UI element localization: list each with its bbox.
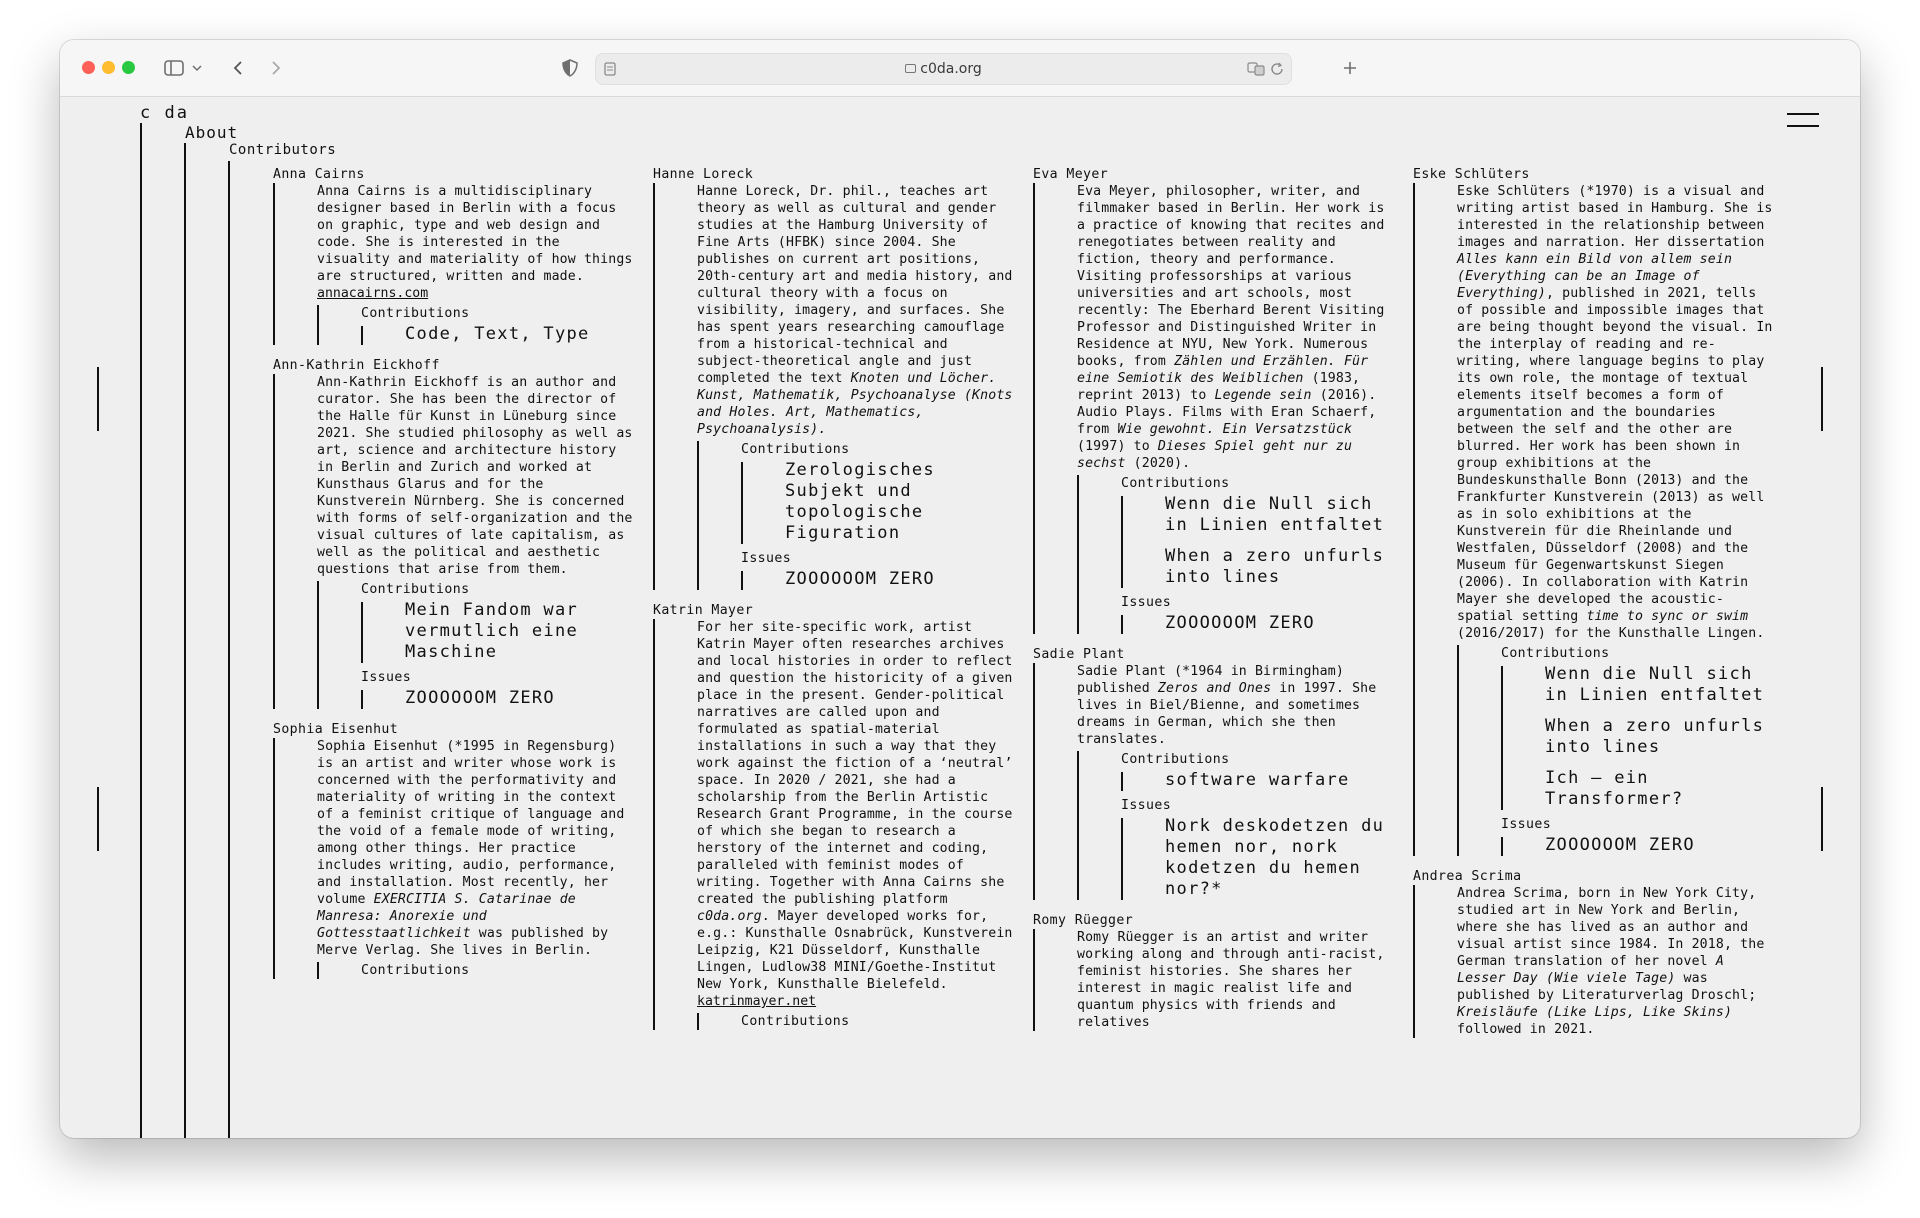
tree-line-contributors (228, 161, 230, 1138)
page-content (60, 97, 1860, 1138)
contributors-column-4 (1413, 166, 1778, 1046)
contribution-link[interactable]: Mein Fandom war vermutlich eine Maschine (405, 600, 579, 662)
zoom-window-button[interactable] (122, 61, 135, 74)
about-heading[interactable]: About (185, 123, 239, 142)
contributor-bio: Sophia Eisenhut (*1995 in Regensburg) is an artist and writer whose work is concerned with the performativity and materiality of writing in the context of a feminist critique of language and the void of a female mode of writing, among other things. Her practice includes writing, audio, performance, and installation. Most recently, her volume EXERCITIA S. Catarinae de Manresa: Anorexie und Gottesstaatlichkeit was published by Merve Verlag. She lives in Berlin. (317, 739, 625, 958)
contributions-label: Contributions (1121, 476, 1230, 491)
contributions-label: Contributions (361, 963, 470, 978)
issues-label: Issues (1501, 817, 1552, 832)
new-tab-plus-icon[interactable] (1340, 56, 1360, 80)
contributor-bio: Eva Meyer, philosopher, writer, and filmmaker based in Berlin. Her work is a practice of knowing that recites and renegotiates between reality and fiction, theory and performance. Visiting professorships at various universities and art schools, most recently: The Eberhard Berent Visiting Professor and Distinguished Writer in Residence at NYU, New York. Numerous books, from Zählen und Erzählen. Für eine Semiotik des Weiblichen (1983, reprint 2013) to Legende sein (2016). Audio Plays. Films with Eran Schaerf, from Wie gewohnt. Ein Versatzstück (1997) to Dieses Spiel geht nur zu sechst (2020). (1077, 184, 1385, 471)
contributions-label: Contributions (741, 442, 850, 457)
issue-link[interactable]: ZOOOOOOM ZERO (785, 569, 935, 589)
scroll-marker-right (1821, 367, 1823, 431)
scroll-marker-left-lower (97, 787, 99, 851)
contribution-link[interactable]: When a zero unfurls into lines (1545, 716, 1765, 757)
close-window-button[interactable] (82, 61, 95, 74)
contributor-name[interactable]: Eva Meyer (1033, 167, 1109, 182)
minimize-window-button[interactable] (102, 61, 115, 74)
issue-link[interactable]: ZOOOOOOM ZERO (1165, 613, 1315, 633)
contributions-label: Contributions (361, 306, 470, 321)
contributor-bio: Hanne Loreck, Dr. phil., teaches art theory as well as cultural and gender studies at the Hamburg University of Fine Arts (HFBK) since 2004. She publishes on current art positions, 20th-century art and media history, and cultural theory with a focus on visibility, imagery, and surfaces. She has spent years researching camouflage from a historical-technical and subject-theoretical angle and just completed the text Knoten und Löcher. Kunst, Mathematik, Psychoanalyse (Knots and Holes. Art, Mathematics, Psychoanalysis). (697, 184, 1013, 437)
contributors-column-2 (653, 166, 1013, 1038)
hamburger-menu-icon[interactable] (1787, 113, 1819, 131)
browser-toolbar (60, 40, 1860, 97)
contributor-eva-meyer (1033, 166, 1393, 634)
contributor-bio: Andrea Scrima, born in New York City, studied art in New York and Berlin, where she has lived as an author and visual artist since 1984. In 2018, the German translation of her novel A Lesser Day (Wie viele Tage) was published by Literaturverlag Droschl; Kreisläufe (Like Lips, Like Skins) followed in 2021. (1457, 886, 1765, 1037)
contributions-label: Contributions (1121, 752, 1230, 767)
contribution-link[interactable]: Ich – ein Transformer? (1545, 768, 1684, 809)
url-text: c0da.org (920, 61, 982, 77)
contributor-bio: Eske Schlüters (*1970) is a visual and writing artist based in Hamburg. She is interested in the relationship between images and narration. Her dissertation Alles kann ein Bild von allem sein (Everything can be an Image of Everything), published in 2021, tells of possible and impossible images that are being thought beyond the visual. In the interplay of reading and re-writing, where language begins to play its own role, the montage of textual elements itself becomes a form of argumentation and the boundaries between the self and the other are blurred. Her work has been shown in group exhibitions at the Bundeskunsthalle Bonn (2013) and the Frankfurter Kunstverein (2013) as well as in solo exhibitions at the Kunstverein für die Rheinlande und Westfalen, Düsseldorf (2008) and the Museum für Gegenwartskunst Siegen (2006). In collaboration with Katrin Mayer she developed the acoustic-spatial setting time to sync or swim (2016/2017) for the Kunsthalle Lingen. (1457, 184, 1773, 641)
translate-icon[interactable] (1246, 57, 1266, 81)
contribution-link[interactable]: Wenn die Null sich in Linien entfaltet (1165, 494, 1385, 535)
contributor-website-link[interactable]: annacairns.com (317, 286, 429, 301)
contributor-name[interactable]: Katrin Mayer (653, 603, 754, 618)
issues-label: Issues (1121, 798, 1172, 813)
back-arrow-icon[interactable] (228, 56, 248, 80)
contribution-link[interactable]: Code, Text, Type (405, 324, 590, 344)
forward-arrow-icon[interactable] (266, 56, 286, 80)
contributions-label: Contributions (741, 1014, 850, 1029)
contribution-link[interactable]: When a zero unfurls into lines (1165, 546, 1385, 587)
contributor-name[interactable]: Ann-Kathrin Eickhoff (273, 358, 440, 373)
contributors-column-1 (273, 166, 633, 987)
issues-label: Issues (361, 670, 412, 685)
contributor-bio: Sadie Plant (*1964 in Birmingham) published Zeros and Ones in 1997. She lives in Biel/Bienne, and sometimes dreams in German, which she then translates. (1077, 664, 1377, 747)
lock-icon (905, 64, 916, 73)
contributor-name[interactable]: Romy Rüegger (1033, 913, 1134, 928)
contributions-label: Contributions (1501, 646, 1610, 661)
contributor-andrea-scrima (1413, 868, 1778, 1038)
contributor-anna-cairns (273, 166, 633, 345)
contributor-website-link[interactable]: katrinmayer.net (697, 994, 817, 1009)
tree-line-root (140, 123, 142, 1138)
contribution-link[interactable]: Zerologisches Subjekt und topologische Figuration (785, 460, 935, 543)
contributors-heading[interactable]: Contributors (229, 142, 337, 158)
issues-label: Issues (1121, 595, 1172, 610)
contributors-column-3 (1033, 166, 1393, 1039)
contributor-name[interactable]: Andrea Scrima (1413, 869, 1522, 884)
contributor-romy-ruegger (1033, 912, 1393, 1031)
reload-icon[interactable] (1268, 57, 1286, 81)
contributor-ann-kathrin-eickhoff (273, 357, 633, 709)
contributor-bio: Ann-Kathrin Eickhoff is an author and curator. She has been the director of the Halle für Kunst in Lüneburg since 2021. She studied philosophy as well as art, science and architecture history in Berlin and Zurich and worked at Kunsthaus Glarus and for the Kunstverein Nürnberg. She is concerned with forms of self-organization and the visual cultures of late capitalism, as well as the political and aesthetic questions that arise from them. (317, 375, 633, 577)
contributor-sadie-plant (1033, 646, 1393, 900)
issue-link[interactable]: Nork deskodetzen du hemen nor, nork kodetzen du hemen nor?* (1165, 816, 1385, 899)
issues-label: Issues (741, 551, 792, 566)
contributions-label: Contributions (361, 582, 470, 597)
contributor-name[interactable]: Sophia Eisenhut (273, 722, 399, 737)
site-logo[interactable]: c da (140, 103, 189, 123)
chevron-down-icon[interactable] (190, 56, 204, 80)
contributor-eske-schlueters (1413, 166, 1778, 856)
address-bar[interactable] (595, 53, 1292, 85)
privacy-shield-icon[interactable] (560, 56, 580, 80)
contributor-name[interactable]: Anna Cairns (273, 167, 365, 182)
contributor-sophia-eisenhut (273, 721, 633, 979)
tree-line-about (184, 143, 186, 1138)
contributor-bio: Romy Rüegger is an artist and writer working along and through anti-racist, feminist histories. She shares her interest in magic realist life and quantum physics with friends and relatives (1077, 930, 1385, 1030)
scroll-marker-left (97, 367, 99, 431)
contributor-katrin-mayer (653, 602, 1013, 1030)
issue-link[interactable]: ZOOOOOOM ZERO (1545, 835, 1695, 855)
contributor-bio: For her site-specific work, artist Katrin Mayer often researches archives and local histories in order to reflect and question the historicity of a given place in the present. Gender-political narratives are called upon and formulated as spatial-material installations in such a way that they work against the fiction of a ‘neutral’ space. In 2020 / 2021, she had a scholarship from the Berlin Artistic Research Grant Programme, in the course of which she began to research a herstory of the internet and coding, paralleled with feminist modes of writing. Together with Anna Cairns she created the publishing platform c0da.org. Mayer developed works for, e.g.: Kunsthalle Osnabrück, Kunstverein Leipzig, K21 Düsseldorf, Kunsthalle Lingen, Ludlow38 MINI/Goethe-Institut New York, Kunsthalle Bielefeld. (697, 620, 1013, 992)
scroll-marker-right-lower (1821, 787, 1823, 851)
contributor-hanne-loreck (653, 166, 1013, 590)
contributor-name[interactable]: Sadie Plant (1033, 647, 1125, 662)
contribution-link[interactable]: software warfare (1165, 770, 1350, 790)
sidebar-toggle-icon[interactable] (162, 56, 186, 80)
contributor-name[interactable]: Eske Schlüters (1413, 167, 1530, 182)
browser-window (60, 40, 1860, 1138)
contributor-name[interactable]: Hanne Loreck (653, 167, 754, 182)
contributor-bio: Anna Cairns is a multidisciplinary designer based in Berlin with a focus on graphic, type and web design and code. She is interested in the visuality and materiality of how things are structured, written and made. (317, 184, 633, 284)
contribution-link[interactable]: Wenn die Null sich in Linien entfaltet (1545, 664, 1765, 705)
issue-link[interactable]: ZOOOOOOM ZERO (405, 688, 555, 708)
